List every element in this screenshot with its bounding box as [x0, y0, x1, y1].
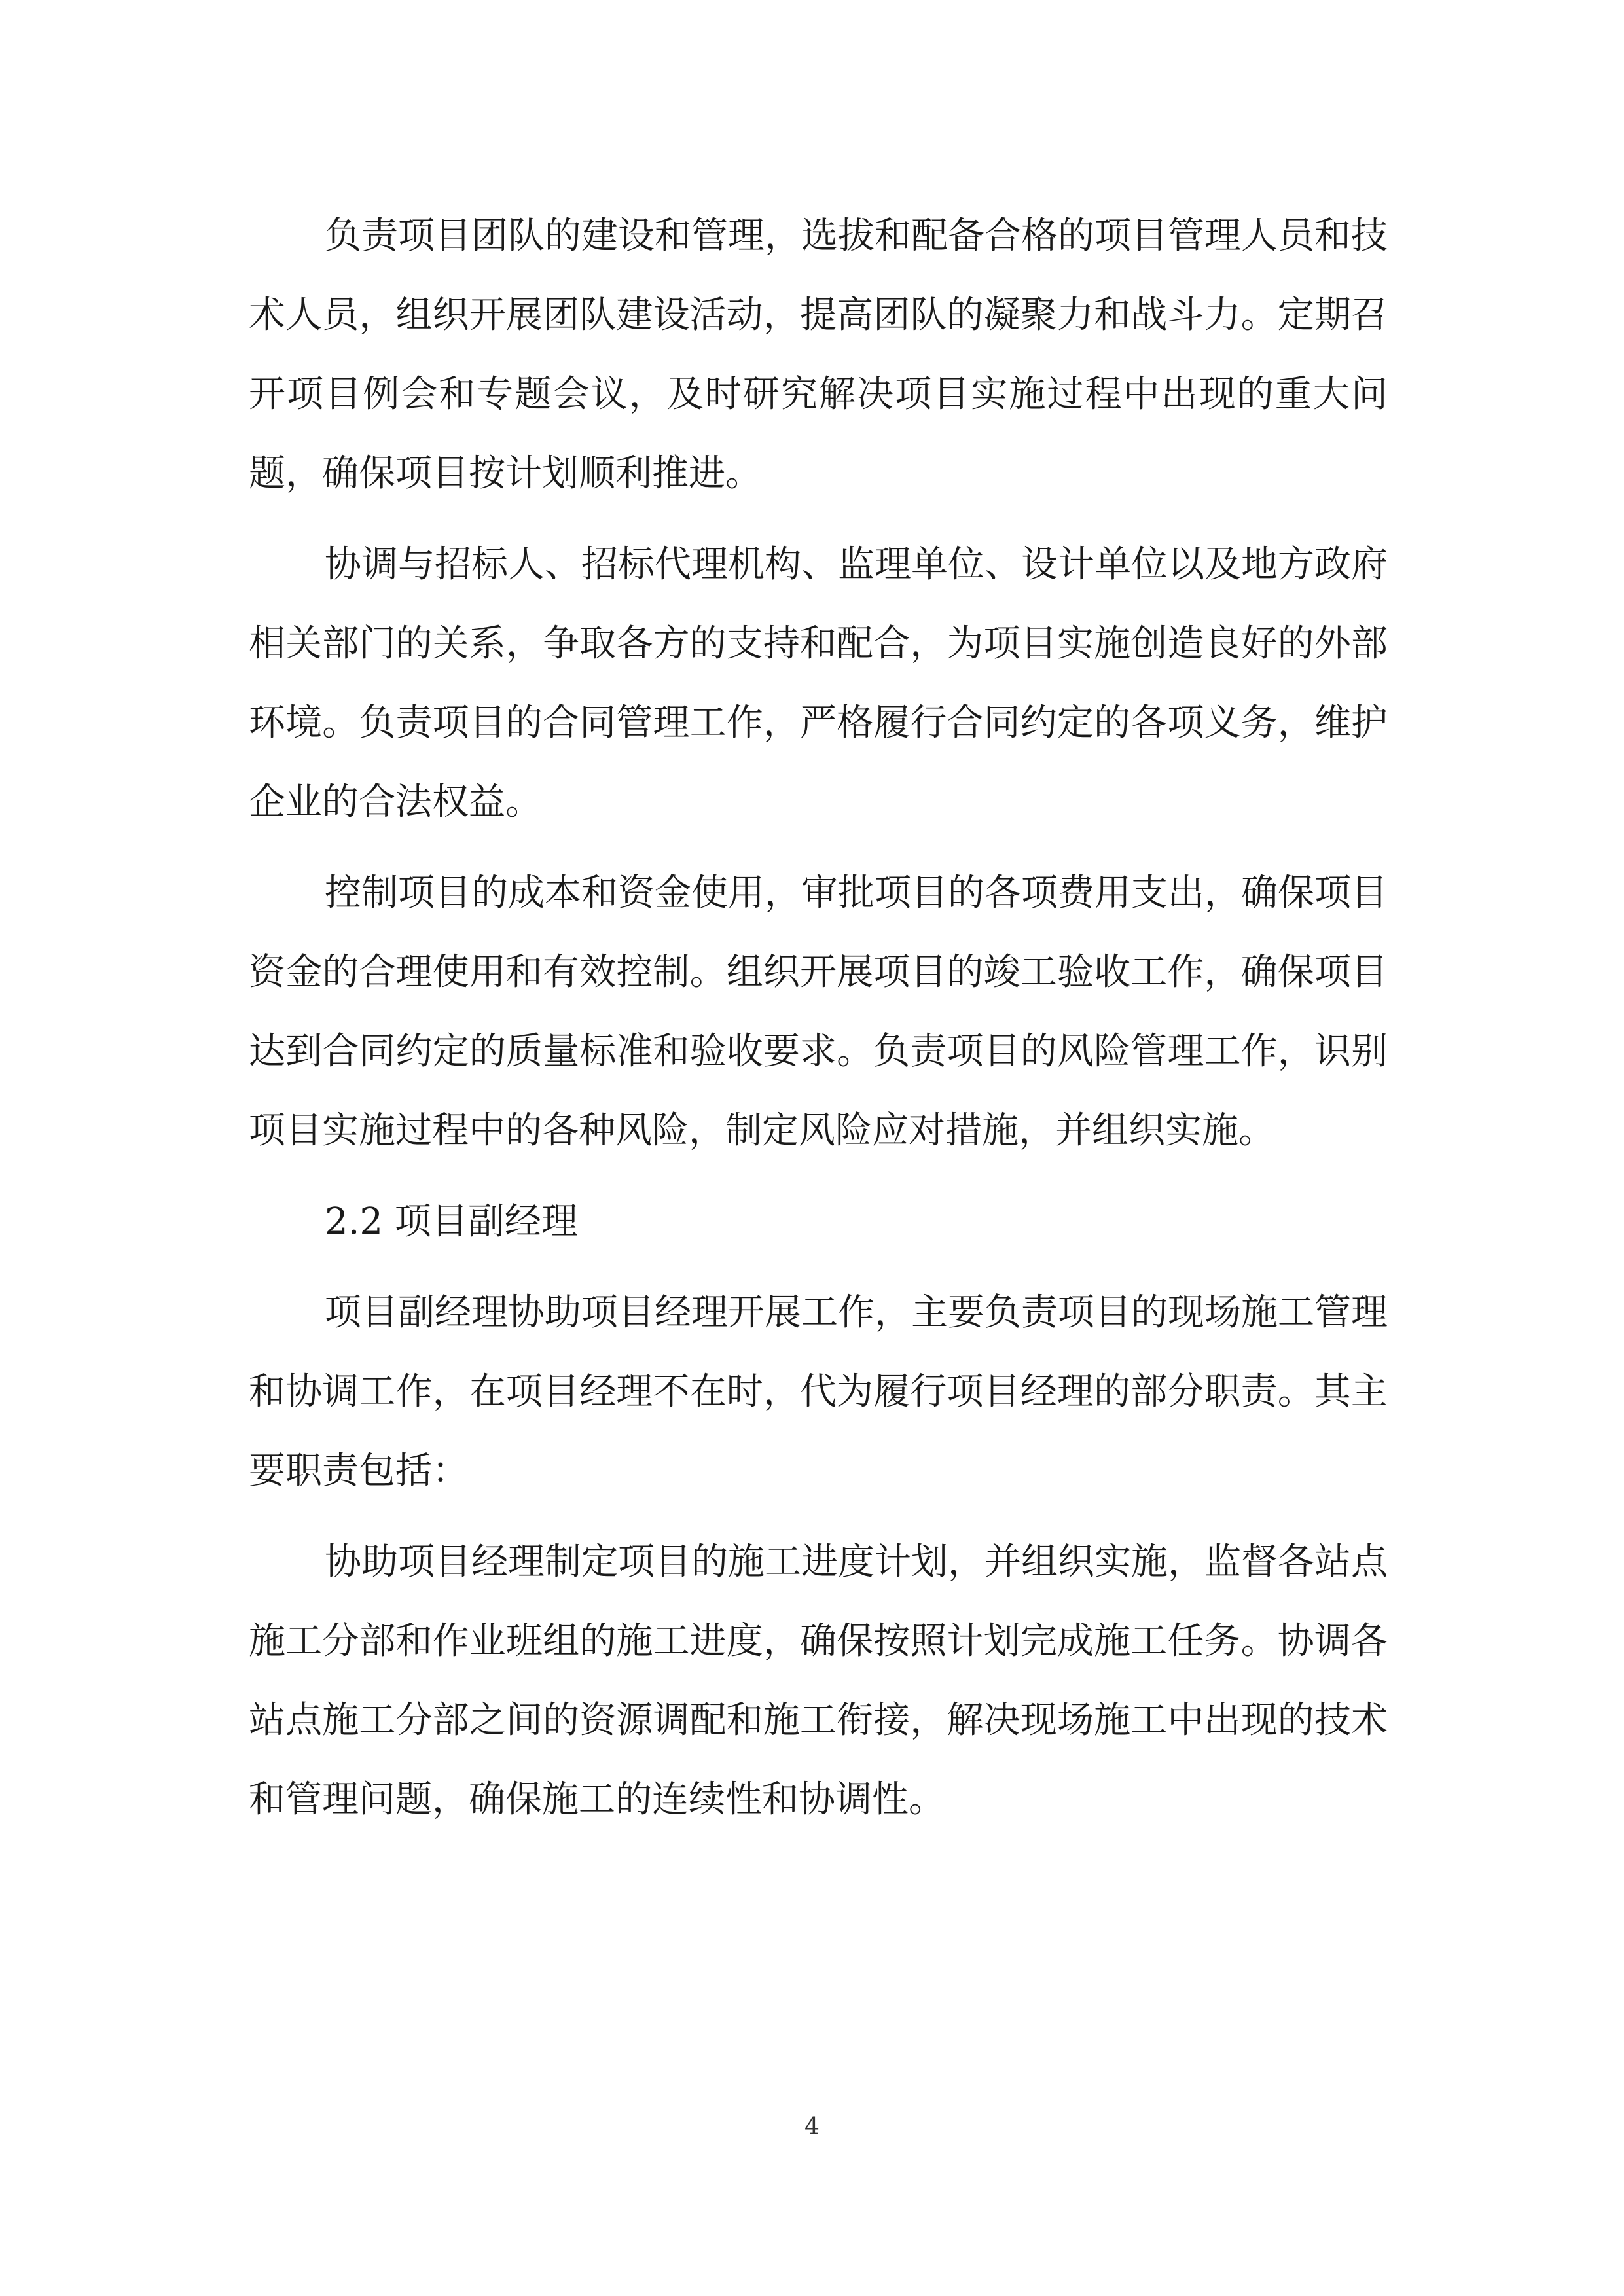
document-body — [249, 196, 1388, 1839]
paragraph-cost-control: 控制项目的成本和资金使用，审批项目的各项费用支出，确保项目资金的合理使用和有效控制。组织开展项目的竣工验收工作，确保项目达到合同约定的质量标准和验收要求。负责项目的风险管理工作，识别项目实施过程中的各种风险，制定风险应对措施，并组织实施。 — [249, 872, 1388, 1152]
paragraph-deputy-intro: 项目副经理协助项目经理开展工作，主要负责项目的现场施工管理和协调工作，在项目经理不在时，代为履行项目经理的部分职责。其主要职责包括： — [249, 1291, 1388, 1492]
paragraph-deputy-duties: 协助项目经理制定项目的施工进度计划，并组织实施，监督各站点施工分部和作业班组的施工进度，确保按照计划完成施工任务。协调各站点施工分部之间的资源调配和施工衔接，解决现场施工中出现的技术和管理问题，确保施工的连续性和协调性。 — [249, 1541, 1388, 1821]
paragraph-team-management: 负责项目团队的建设和管理，选拔和配备合格的项目管理人员和技术人员，组织开展团队建设活动，提高团队的凝聚力和战斗力。定期召开项目例会和专题会议，及时研究解决项目实施过程中出现的重大问题，确保项目按计划顺利推进。 — [249, 215, 1388, 495]
page-number: 4 — [804, 2113, 820, 2140]
section-heading: 2.2 项目副经理 — [325, 1200, 578, 1243]
paragraph-coordination: 协调与招标人、招标代理机构、监理单位、设计单位以及地方政府相关部门的关系，争取各方的支持和配合，为项目实施创造良好的外部环境。负责项目的合同管理工作，严格履行合同约定的各项义务，维护企业的合法权益。 — [249, 543, 1388, 823]
